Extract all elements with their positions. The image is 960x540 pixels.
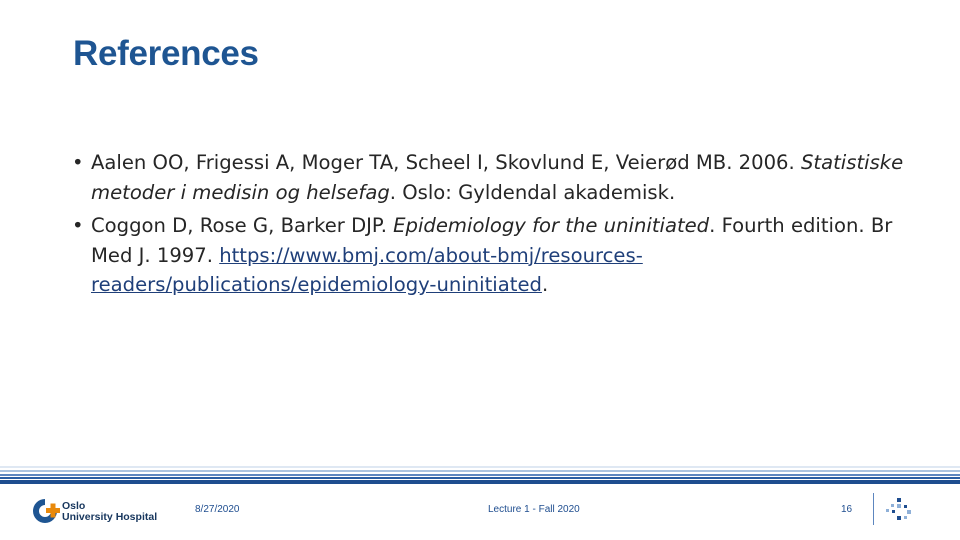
bullet: •: [72, 214, 84, 237]
reference-list: [72, 148, 932, 304]
hospital-cross-icon: [30, 496, 60, 526]
slide-title: References: [73, 34, 259, 73]
reference-publisher: . Oslo: Gyldendal akademisk.: [389, 180, 676, 204]
reference-link[interactable]: https://www.bmj.com/about-bmj/resources-readers/publications/epidemiology-uninitiated: [91, 243, 643, 296]
reference-end: .: [541, 273, 549, 296]
hospital-logo: [30, 496, 170, 526]
reference-item: [72, 211, 932, 300]
dot-pattern-icon: [886, 497, 912, 523]
logo-line-1: Oslo: [62, 500, 86, 512]
footer-date: 8/27/2020: [195, 504, 240, 515]
reference-item: [72, 148, 932, 207]
bullet: •: [72, 151, 84, 174]
reference-title: Epidemiology for the uninitiated: [393, 214, 710, 237]
footer-lecture: Lecture 1 - Fall 2020: [488, 504, 580, 515]
reference-authors: Coggon D, Rose G, Barker DJP.: [91, 214, 394, 237]
footer-divider: [873, 493, 874, 525]
footer-stripe-band: [0, 466, 960, 486]
page-number: 16: [841, 504, 853, 515]
reference-authors: Aalen OO, Frigessi A, Moger TA, Scheel I, Skovlund E, Veierød MB. 2006.: [91, 151, 801, 174]
reference-title: Statistiske metoder i medisin og helsefag: [91, 151, 904, 204]
logo-line-2: University Hospital: [62, 511, 158, 523]
reference-publisher: . Fourth edition. Br Med J. 1997.: [91, 214, 893, 267]
